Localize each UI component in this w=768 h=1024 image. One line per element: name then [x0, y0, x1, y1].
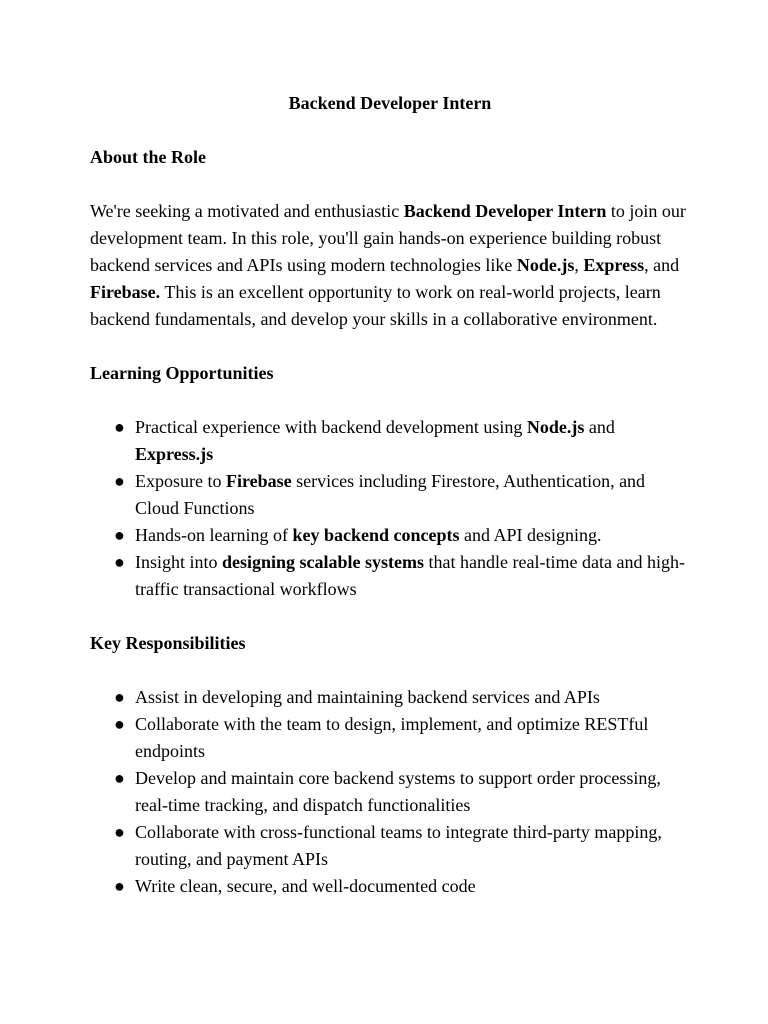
- list-item: ● Collaborate with cross-functional teams to integrate third-party mapping, routing, and payment APIs: [90, 819, 690, 873]
- bullet-icon: ●: [114, 768, 125, 788]
- list-item: ● Insight into designing scalable systems that handle real-time data and high-traffic transactional workflows: [90, 549, 690, 603]
- bullet-icon: ●: [114, 417, 125, 437]
- list-item: ● Develop and maintain core backend systems to support order processing, real-time tracking, and dispatch functionalities: [90, 765, 690, 819]
- learning-heading: Learning Opportunities: [90, 363, 274, 383]
- list-item: ● Collaborate with the team to design, implement, and optimize RESTful endpoints: [90, 711, 690, 765]
- list-item: ● Hands-on learning of key backend concepts and API designing.: [90, 522, 690, 549]
- bullet-icon: ●: [114, 552, 125, 572]
- list-item: ● Write clean, secure, and well-documented code: [90, 873, 690, 900]
- list-item: ● Assist in developing and maintaining backend services and APIs: [90, 684, 690, 711]
- learning-list: [90, 414, 690, 603]
- list-item: ● Exposure to Firebase services including Firestore, Authentication, and Cloud Functions: [90, 468, 690, 522]
- responsibilities-heading: Key Responsibilities: [90, 633, 246, 653]
- bullet-icon: ●: [114, 687, 125, 707]
- document-title: Backend Developer Intern: [288, 93, 492, 113]
- bullet-icon: ●: [114, 471, 125, 491]
- bullet-icon: ●: [114, 714, 125, 734]
- document-content: [90, 90, 690, 927]
- bullet-icon: ●: [114, 525, 125, 545]
- list-item: ● Practical experience with backend development using Node.js and Express.js: [90, 414, 690, 468]
- bullet-icon: ●: [114, 876, 125, 896]
- about-heading: About the Role: [90, 147, 206, 167]
- responsibilities-list: [90, 684, 690, 900]
- about-paragraph: We're seeking a motivated and enthusiastic Backend Developer Intern to join our development team. In this role, you'll gain hands-on experience building robust backend services and APIs using modern technologies like Node.js, Express, and Firebase. This is an excellent opportunity to work on real-world projects, learn backend fundamentals, and develop your skills in a collaborative environment.: [90, 201, 686, 329]
- bullet-icon: ●: [114, 822, 125, 842]
